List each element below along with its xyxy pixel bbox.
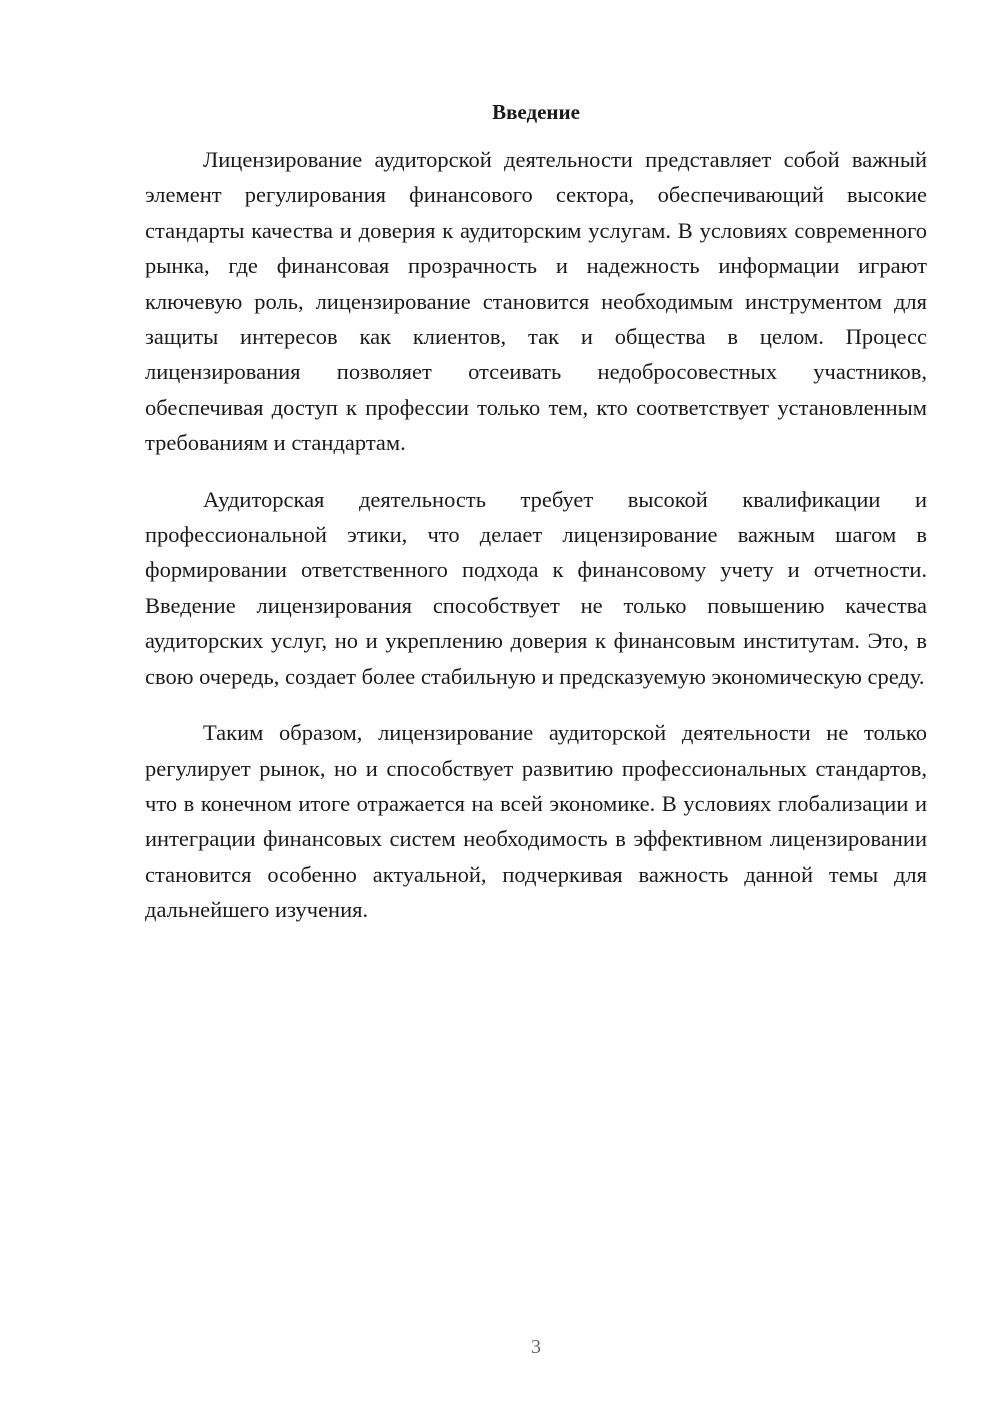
paragraph-2: Аудиторская деятельность требует высокой квалификации и профессиональной этики, что делает лицензирование важным шагом в формировании ответственного подхода к финансовому учету и отчетности. Введение лицензирования способствует не только повышению качества аудиторских услуг, но и укреплению доверия к финансовым институтам. Это, в свою очередь, создает более стабильную и предсказуемую экономическую среду.	[145, 486, 927, 689]
body-text	[145, 142, 927, 949]
paragraph-1: Лицензирование аудиторской деятельности представляет собой важный элемент регулирования финансового сектора, обеспечивающий высокие стандарты качества и доверия к аудиторским услугам. В условиях современного рынка, где финансовая прозрачность и надежность информации играют ключевую роль, лицензирование становится необходимым инструментом для защиты интересов как клиентов, так и общества в целом. Процесс лицензирования позволяет отсеивать недобросовестных участников, обеспечивая доступ к профессии только тем, кто соответствует установленным требованиям и стандартам.	[145, 147, 927, 456]
page-number: 3	[531, 1336, 541, 1358]
section-heading: Введение	[492, 100, 580, 124]
paragraph-3: Таким образом, лицензирование аудиторской деятельности не только регулирует рынок, но и способствует развитию профессиональных стандартов, что в конечном итоге отражается на всей экономике. В условиях глобализации и интеграции финансовых систем необходимость в эффективном лицензировании становится особенно актуальной, подчеркивая важность данной темы для дальнейшего изучения.	[145, 720, 927, 923]
